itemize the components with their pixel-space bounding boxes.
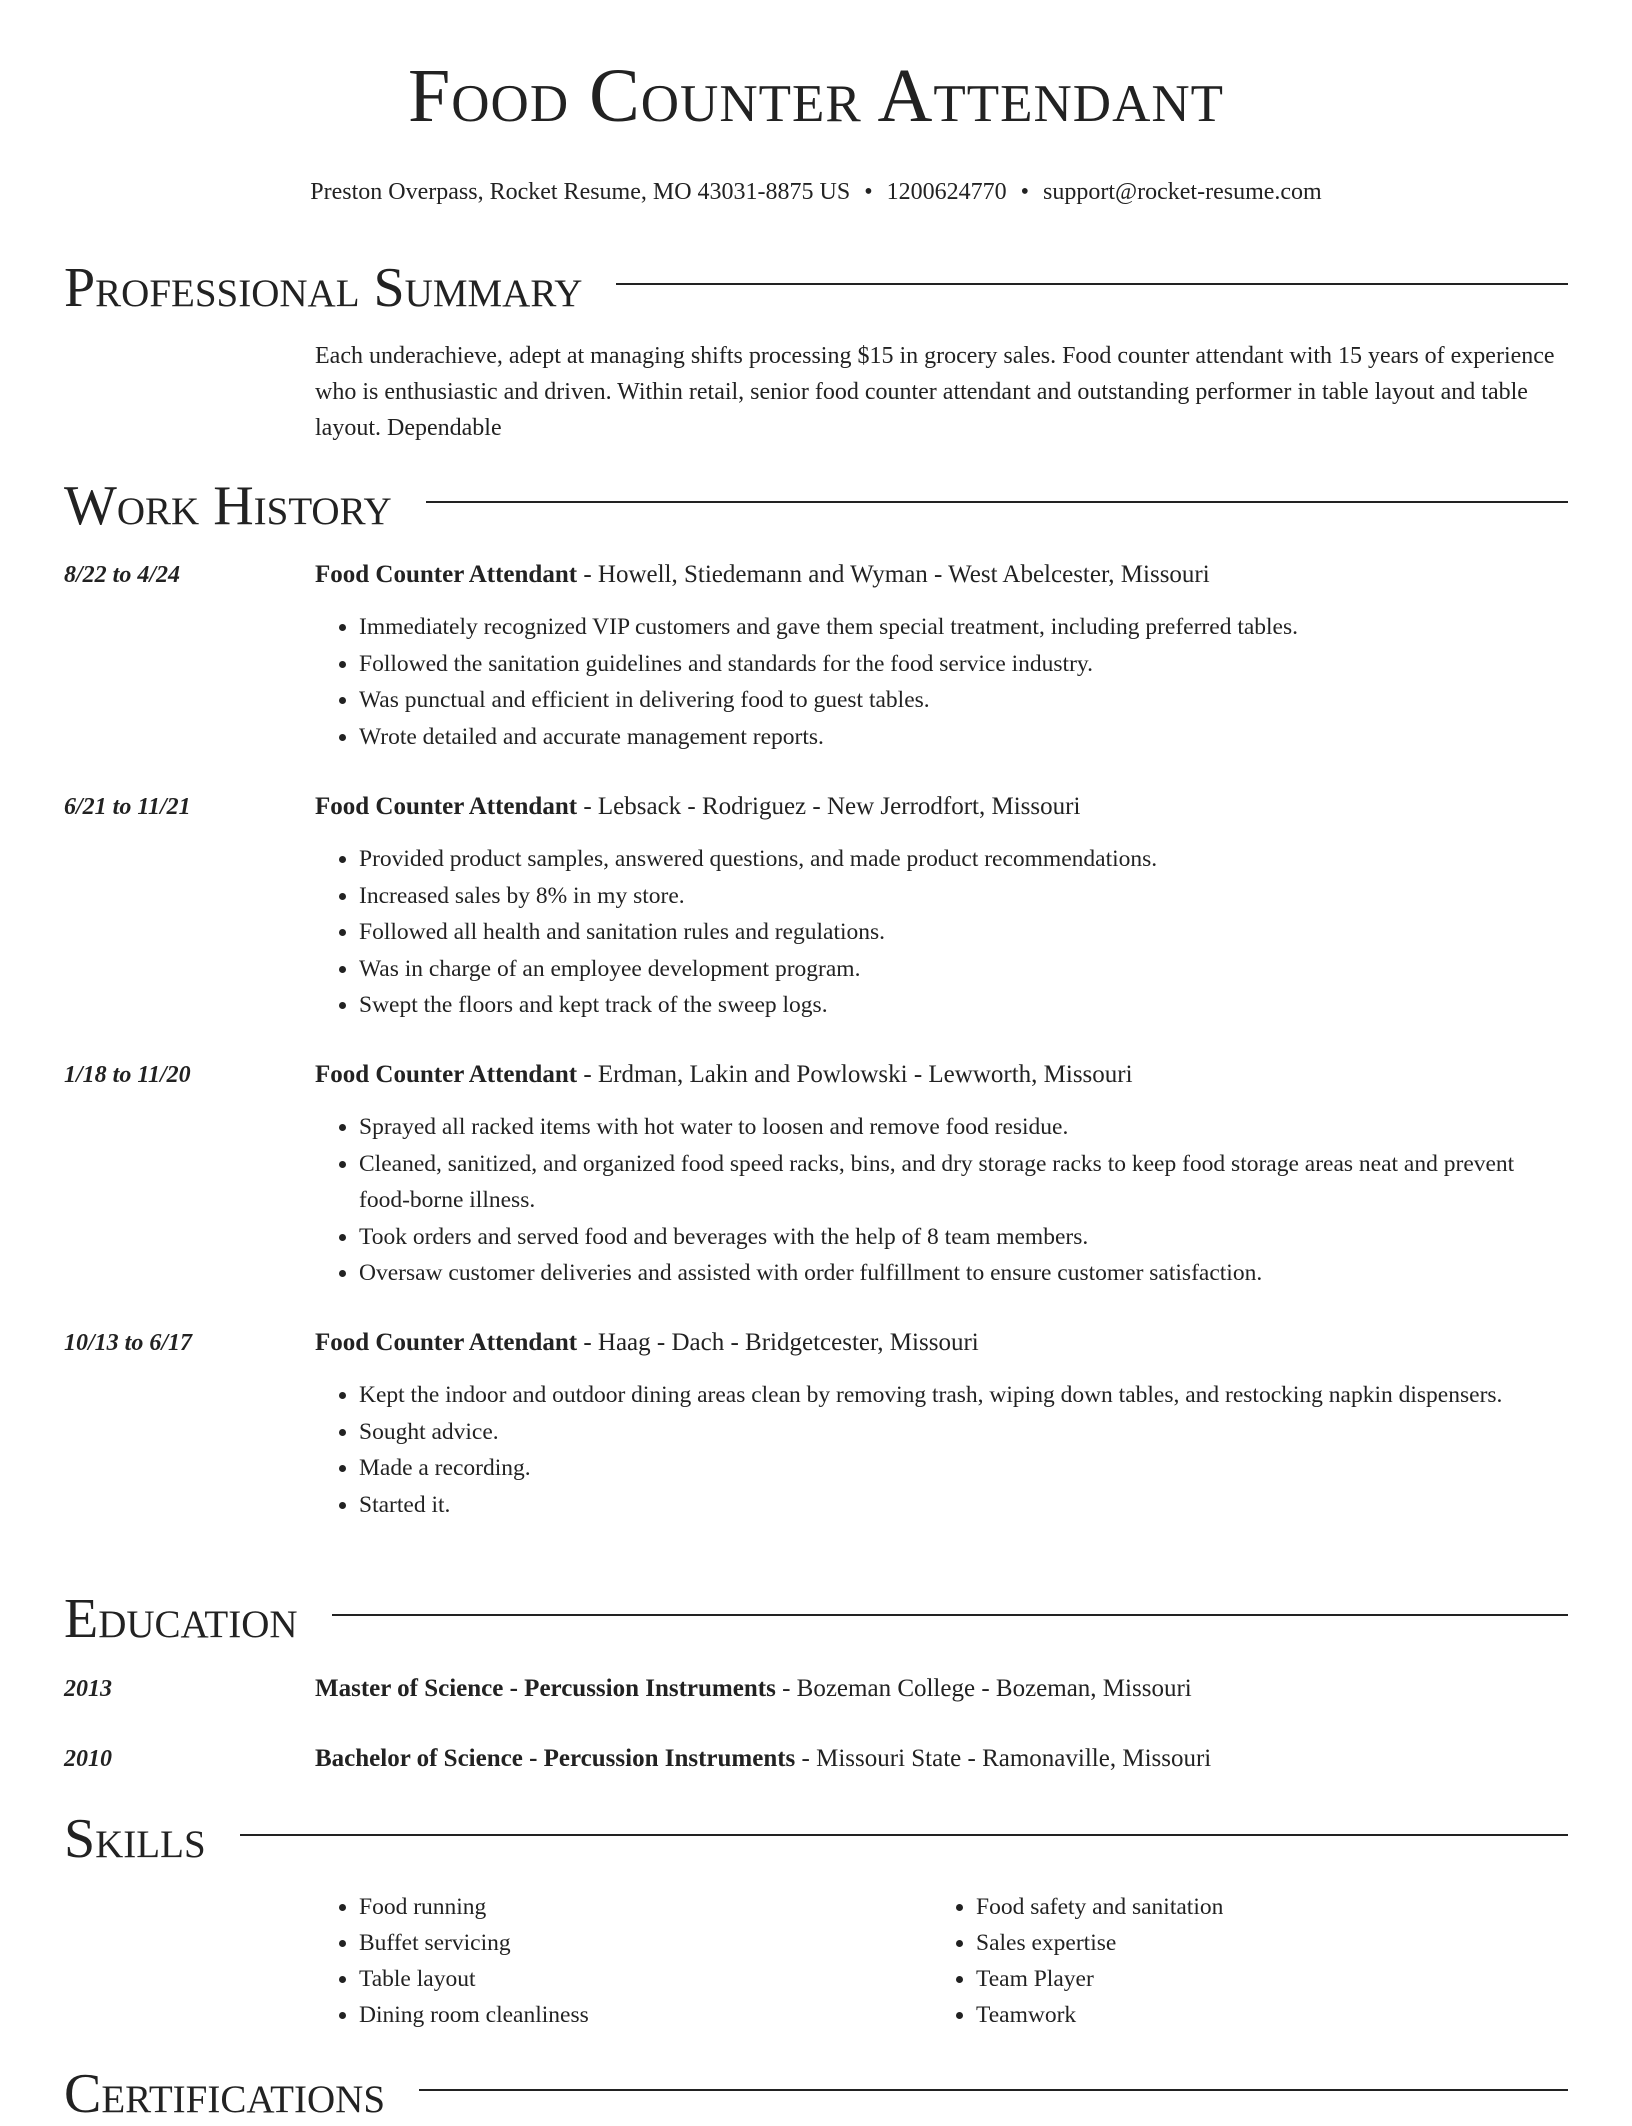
job-bullets — [315, 1377, 1568, 1523]
skills-list-right — [932, 1889, 1492, 2033]
section-title-certifications: Certifications — [64, 2063, 386, 2125]
job-employer: - Erdman, Lakin and Powlowski - Lewworth, Missouri — [577, 1061, 1133, 1088]
job-title: Food Counter Attendant — [315, 793, 578, 820]
section-title-summary: Professional Summary — [64, 257, 583, 319]
list-item: • Was in charge of an employee development program. — [359, 951, 1568, 988]
education-school: - Bozeman College - Bozeman, Missouri — [775, 1675, 1192, 1702]
education-year: 2013 — [64, 1676, 112, 1702]
list-item: • Sought advice. — [359, 1414, 1568, 1451]
section-title-education: Education — [64, 1588, 298, 1650]
skills-list-left — [315, 1889, 875, 2033]
job-dates: 1/18 to 11/20 — [64, 1062, 191, 1088]
contact-address: Preston Overpass, Rocket Resume, MO 43031-8875 US — [310, 179, 851, 205]
job-bullets — [315, 609, 1568, 755]
education-school: - Missouri State - Ramonaville, Missouri — [795, 1745, 1212, 1772]
section-header-education — [64, 1587, 1568, 1651]
job-dates: 8/22 to 4/24 — [64, 562, 181, 588]
skill-item: • Sales expertise — [976, 1925, 1492, 1961]
list-item: • Increased sales by 8% in my store. — [359, 878, 1568, 915]
job-title: Food Counter Attendant — [315, 1061, 578, 1088]
job-bullets — [315, 1109, 1568, 1292]
job-title: Food Counter Attendant — [315, 561, 578, 588]
candidate-name: Food Counter Attendant — [408, 54, 1224, 138]
section-title-skills: Skills — [64, 1808, 206, 1870]
education-heading — [315, 1674, 1568, 1704]
contact-separator: • — [1020, 179, 1030, 205]
list-item: • Oversaw customer deliveries and assisted with order fulfillment to ensure customer satisfaction. — [359, 1255, 1568, 1292]
skill-item: • Teamwork — [976, 1997, 1492, 2033]
job-title: Food Counter Attendant — [315, 1329, 578, 1356]
section-header-certifications — [64, 2062, 1568, 2126]
section-title-work-history: Work History — [64, 475, 392, 537]
section-header-skills — [64, 1807, 1568, 1871]
skill-item: • Food safety and sanitation — [976, 1889, 1492, 1925]
job-employer: - Howell, Stiedemann and Wyman - West Abelcester, Missouri — [577, 561, 1210, 588]
education-degree: Master of Science - Percussion Instruments — [315, 1675, 776, 1702]
skill-item: • Dining room cleanliness — [359, 1997, 875, 2033]
section-divider — [426, 501, 1568, 503]
section-divider — [419, 2089, 1568, 2091]
contact-separator: • — [864, 179, 873, 205]
contact-phone: 1200624770 — [886, 179, 1007, 205]
job-employer: - Lebsack - Rodriguez - New Jerrodfort, Missouri — [577, 793, 1081, 820]
list-item: • Provided product samples, answered questions, and made product recommendations. — [359, 841, 1568, 878]
list-item: • Followed the sanitation guidelines and standards for the food service industry. — [359, 646, 1568, 683]
education-degree: Bachelor of Science - Percussion Instruments — [315, 1745, 796, 1772]
list-item: • Was punctual and efficient in delivering food to guest tables. — [359, 682, 1568, 719]
list-item: • Made a recording. — [359, 1450, 1568, 1487]
education-heading — [315, 1744, 1568, 1774]
job-heading — [315, 560, 1568, 590]
list-item: • Wrote detailed and accurate management reports. — [359, 719, 1568, 756]
skill-item: • Buffet servicing — [359, 1925, 875, 1961]
contact-line — [0, 178, 1632, 206]
job-heading — [315, 792, 1568, 822]
job-dates: 6/21 to 11/21 — [64, 794, 191, 820]
list-item: • Kept the indoor and outdoor dining areas clean by removing trash, wiping down tables, and restocking napkin dispensers. — [359, 1377, 1568, 1414]
job-heading — [315, 1328, 1568, 1358]
job-dates: 10/13 to 6/17 — [64, 1330, 193, 1356]
list-item: • Sprayed all racked items with hot water to loosen and remove food residue. — [359, 1109, 1568, 1146]
job-bullets — [315, 841, 1568, 1024]
skill-item: • Table layout — [359, 1961, 875, 1997]
section-header-work-history — [64, 474, 1568, 538]
list-item: • Swept the floors and kept track of the sweep logs. — [359, 987, 1568, 1024]
list-item: • Immediately recognized VIP customers and gave them special treatment, including preferred tables. — [359, 609, 1568, 646]
summary-text: Each underachieve, adept at managing shifts processing $15 in grocery sales. Food counter attendant with 15 years of experience who is enthusiastic and driven. Within retail, senior food counter attendant and outstanding performer in table layout and table layout. Dependable — [315, 343, 1555, 441]
job-employer: - Haag - Dach - Bridgetcester, Missouri — [577, 1329, 979, 1356]
section-divider — [616, 283, 1568, 285]
list-item: • Followed all health and sanitation rules and regulations. — [359, 914, 1568, 951]
section-divider — [332, 1614, 1568, 1616]
skill-item: • Food running — [359, 1889, 875, 1925]
list-item: • Started it. — [359, 1487, 1568, 1524]
section-header-summary — [64, 256, 1568, 320]
section-divider — [240, 1834, 1568, 1836]
job-heading — [315, 1060, 1568, 1090]
skill-item: • Team Player — [976, 1961, 1492, 1997]
list-item: • Cleaned, sanitized, and organized food speed racks, bins, and dry storage racks to keep food storage areas neat and prevent food-borne illness. — [359, 1146, 1568, 1219]
list-item: • Took orders and served food and beverages with the help of 8 team members. — [359, 1219, 1568, 1256]
education-year: 2010 — [64, 1746, 112, 1772]
contact-email: support@rocket-resume.com — [1043, 179, 1322, 205]
